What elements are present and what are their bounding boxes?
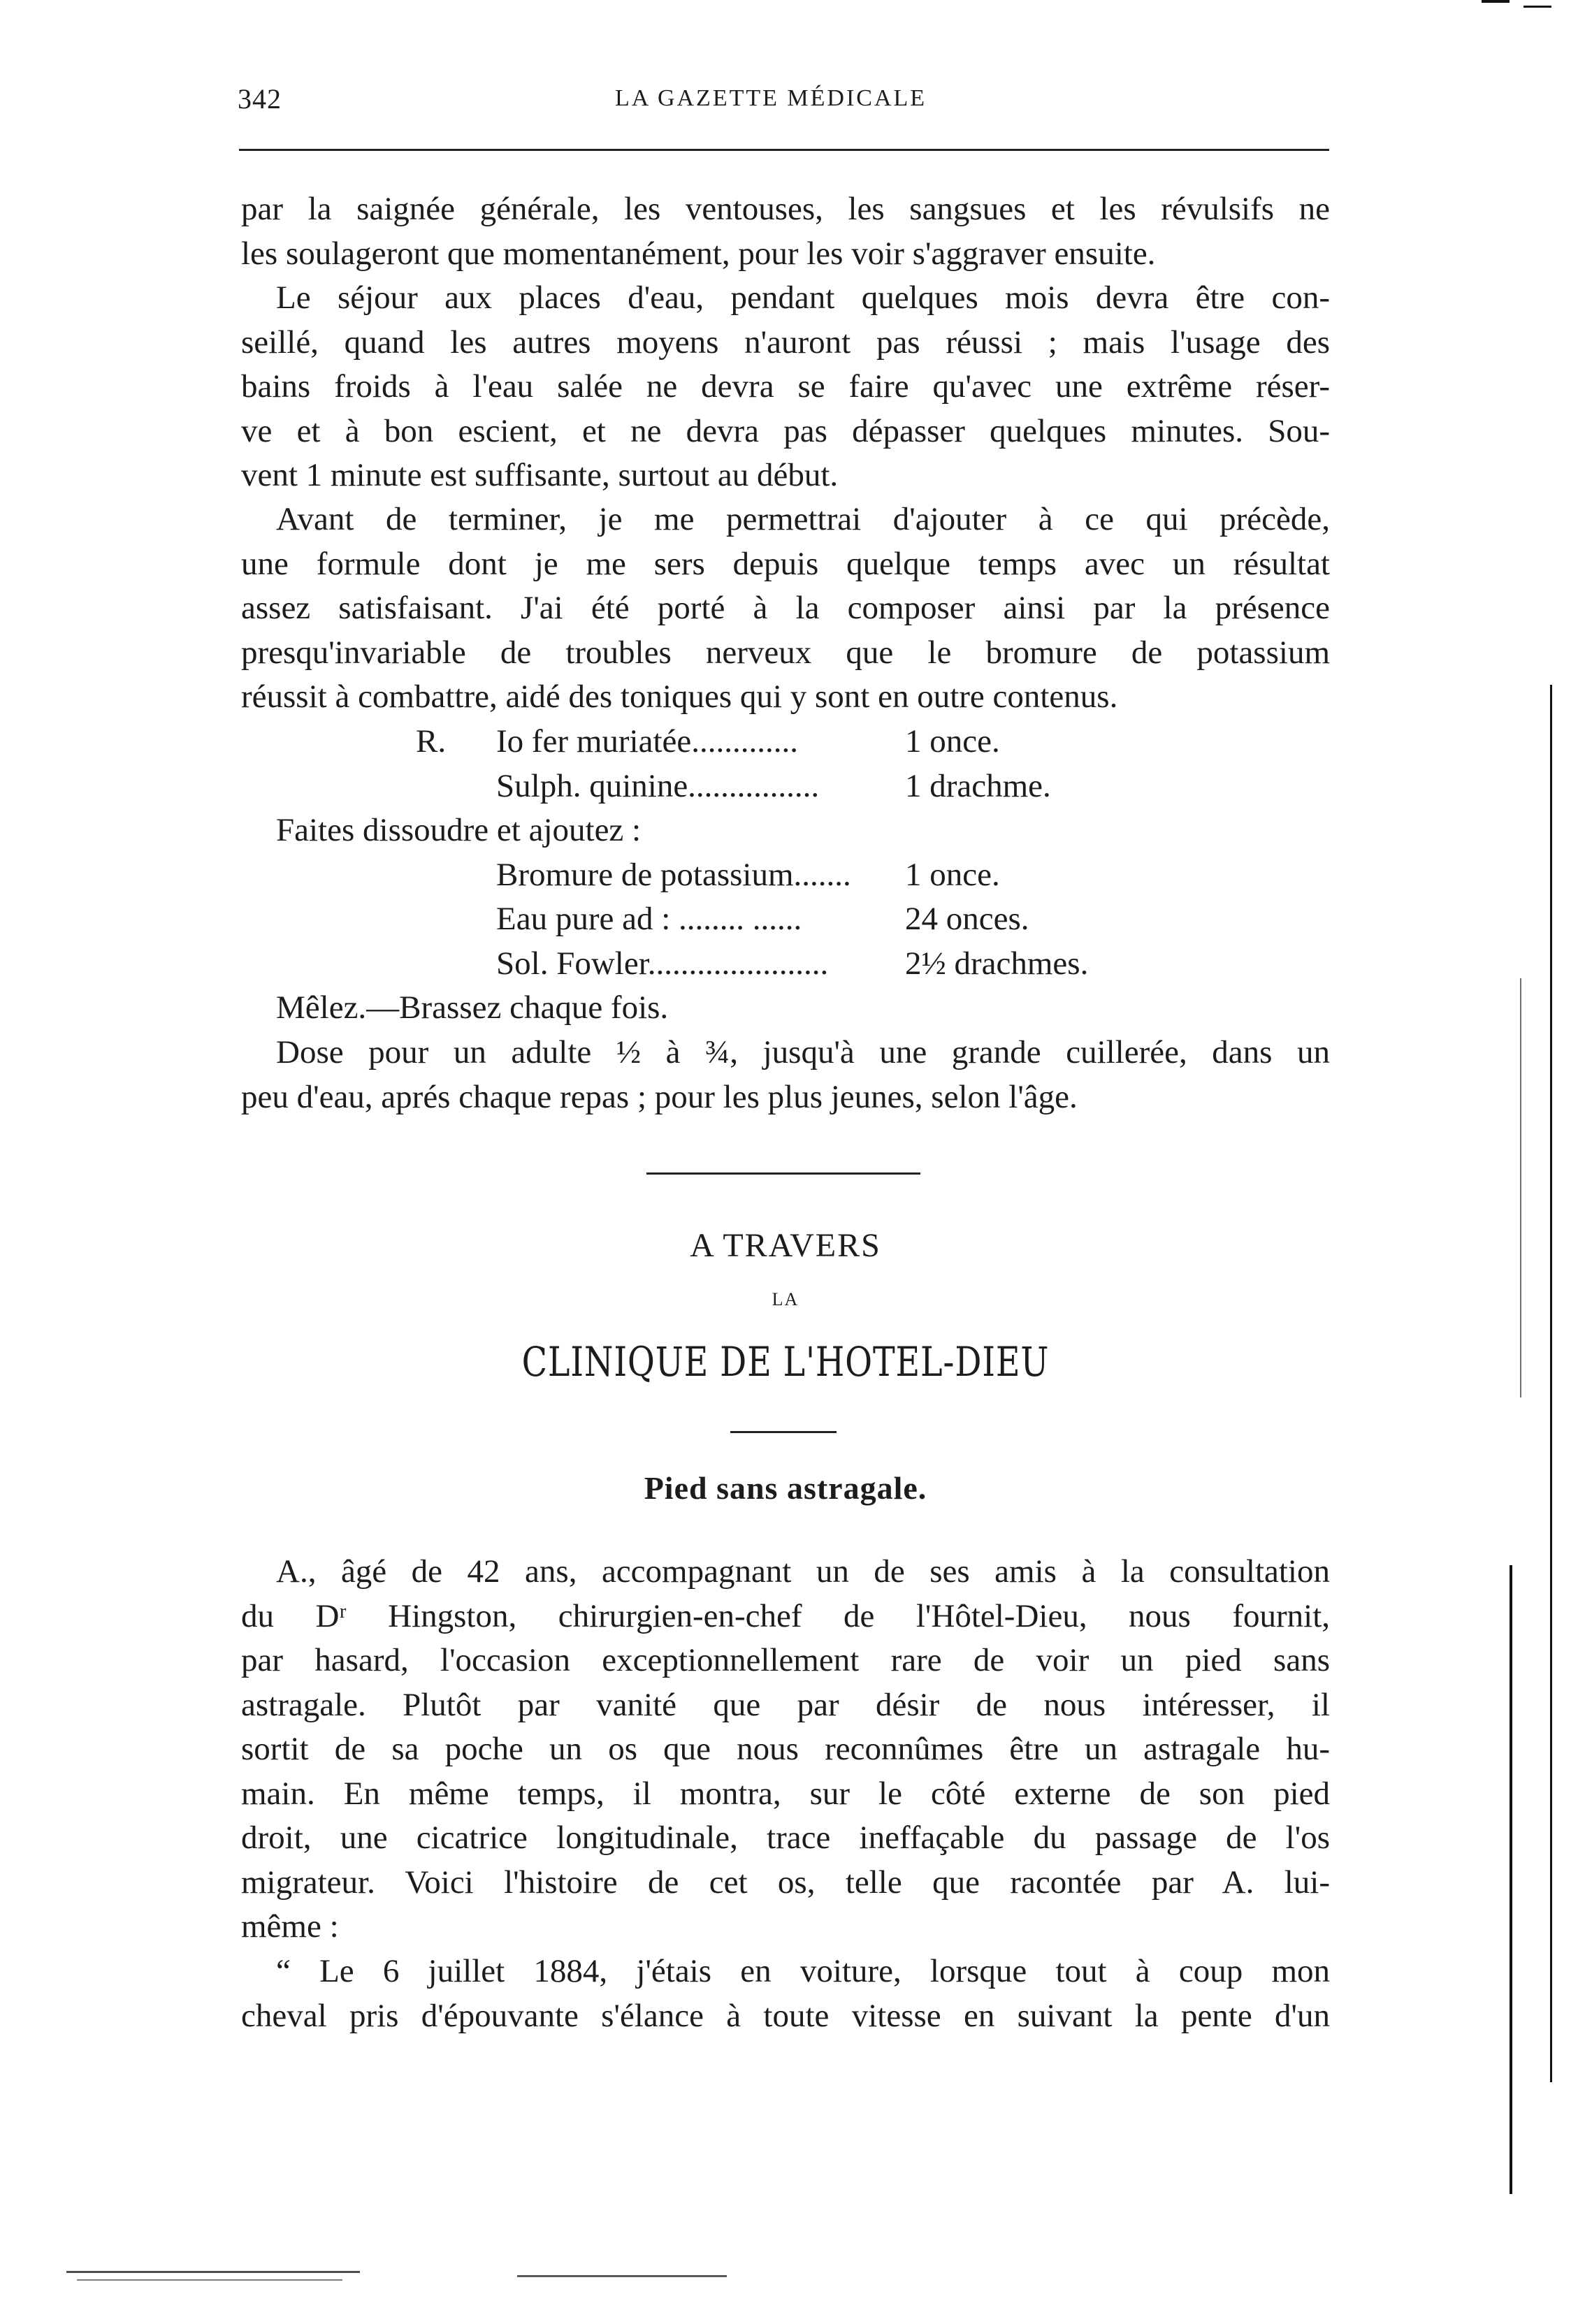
ingredient-quantity: 1 once. xyxy=(905,723,1000,760)
recipe-row xyxy=(241,853,1330,898)
text-line: bains froids à l'eau salée ne devra se faire qu'avec une extrême réser- xyxy=(241,368,1330,405)
scan-edge-mark xyxy=(1482,0,1510,3)
prescription-formula xyxy=(241,720,1330,1031)
text-line: une formule dont je me sers depuis quelque temps avec un résultat xyxy=(241,545,1330,582)
header-rule xyxy=(239,149,1329,151)
running-title: LA GAZETTE MÉDICALE xyxy=(615,85,927,111)
ingredient-name: Sulph. quinine................ xyxy=(496,767,820,804)
ingredient-quantity: 24 onces. xyxy=(905,901,1029,937)
scan-bottom-mark xyxy=(77,2279,342,2281)
recipe-instruction: Mêlez.—Brassez chaque fois. xyxy=(276,989,669,1026)
section-divider xyxy=(646,1172,920,1175)
section-title-main: CLINIQUE DE L'HOTEL-DIEU xyxy=(521,1338,1050,1386)
recipe-row xyxy=(241,808,1330,853)
paragraph-case-intro xyxy=(241,1550,1330,1949)
article-subtitle: Pied sans astragale. xyxy=(644,1470,927,1506)
scan-binding-line xyxy=(1520,978,1521,1397)
ingredient-name: Bromure de potassium....... xyxy=(496,856,851,893)
text-line: du Dʳ Hingston, chirurgien-en-chef de l'Hôtel-Dieu, nous fournit, xyxy=(241,1597,1330,1634)
recipe-row xyxy=(241,986,1330,1031)
page-header xyxy=(238,82,1328,124)
text-line: Avant de terminer, je me permettrai d'ajouter à ce qui précède, xyxy=(276,501,1330,537)
text-line: assez satisfaisant. J'ai été porté à la composer ainsi par la présence xyxy=(241,590,1330,626)
text-line: migrateur. Voici l'histoire de cet os, telle que racontée par A. lui- xyxy=(241,1864,1330,1901)
text-line: A., âgé de 42 ans, accompagnant un de ses amis à la consultation xyxy=(276,1553,1330,1590)
scan-bottom-mark xyxy=(66,2271,360,2273)
text-line: presqu'invariable de troubles nerveux que le bromure de potassium xyxy=(241,634,1330,671)
text-line: vent 1 minute est suffisante, surtout au début. xyxy=(241,457,839,493)
recipe-row xyxy=(241,764,1330,809)
text-line: cheval pris d'épouvante s'élance à toute vitesse en suivant la pente d'un xyxy=(241,1997,1330,2034)
scan-binding-line xyxy=(1550,685,1552,2082)
text-line: main. En même temps, il montra, sur le côté externe de son pied xyxy=(241,1775,1330,1812)
ingredient-quantity: 1 once. xyxy=(905,856,1000,893)
recipe-row xyxy=(241,897,1330,942)
text-line: même : xyxy=(241,1908,339,1945)
paragraph-dosage xyxy=(241,1031,1330,1119)
ingredient-quantity: 1 drachme. xyxy=(905,767,1051,804)
ingredient-name: Eau pure ad : ........ ...... xyxy=(496,901,802,937)
text-line: Dose pour un adulte ½ à ¾, jusqu'à une grande cuillerée, dans un xyxy=(276,1034,1330,1070)
text-line: peu d'eau, aprés chaque repas ; pour les plus jeunes, selon l'âge. xyxy=(241,1078,1078,1115)
ingredient-quantity: 2½ drachmes. xyxy=(905,945,1089,982)
ingredient-name: Sol. Fowler...................... xyxy=(496,945,829,982)
scan-binding-line xyxy=(1510,1565,1512,2194)
paragraph-continuation xyxy=(241,187,1330,276)
title-divider xyxy=(730,1431,837,1433)
scan-bottom-mark xyxy=(517,2275,727,2277)
section-title-line2: LA xyxy=(772,1289,799,1309)
recipe-row xyxy=(241,942,1330,987)
ingredient-name: Io fer muriatée............. xyxy=(496,723,798,760)
recipe-instruction: Faites dissoudre et ajoutez : xyxy=(276,812,642,848)
section-title-line1: A TRAVERS xyxy=(690,1227,881,1264)
recipe-row xyxy=(241,720,1330,764)
text-line: astragale. Plutôt par vanité que par désir de nous intéresser, il xyxy=(241,1686,1330,1723)
paragraph-patient-account xyxy=(241,1949,1330,2038)
recipe-symbol: R. xyxy=(416,723,447,760)
page-number: 342 xyxy=(238,83,282,115)
text-line: sortit de sa poche un os que nous reconnûmes être un astragale hu- xyxy=(241,1731,1330,1767)
text-line: par la saignée générale, les ventouses, les sangsues et les révulsifs ne xyxy=(241,191,1330,227)
text-line: “ Le 6 juillet 1884, j'étais en voiture, lorsque tout à coup mon xyxy=(276,1953,1330,1989)
paragraph-formula-intro xyxy=(241,498,1330,720)
text-line: Le séjour aux places d'eau, pendant quelques mois devra être con- xyxy=(276,279,1330,316)
text-line: ve et à bon escient, et ne devra pas dépasser quelques minutes. Sou- xyxy=(241,412,1330,449)
scan-edge-mark xyxy=(1523,6,1551,8)
text-line: les soulageront que momentanément, pour les voir s'aggraver ensuite. xyxy=(241,235,1156,272)
text-line: droit, une cicatrice longitudinale, trace ineffaçable du passage de l'os xyxy=(241,1820,1330,1856)
paragraph-spa-advice xyxy=(241,276,1330,498)
text-line: seillé, quand les autres moyens n'auront pas réussi ; mais l'usage des xyxy=(241,324,1330,361)
text-line: réussit à combattre, aidé des toniques qui y sont en outre contenus. xyxy=(241,678,1118,715)
text-line: par hasard, l'occasion exceptionnellement rare de voir un pied sans xyxy=(241,1642,1330,1678)
